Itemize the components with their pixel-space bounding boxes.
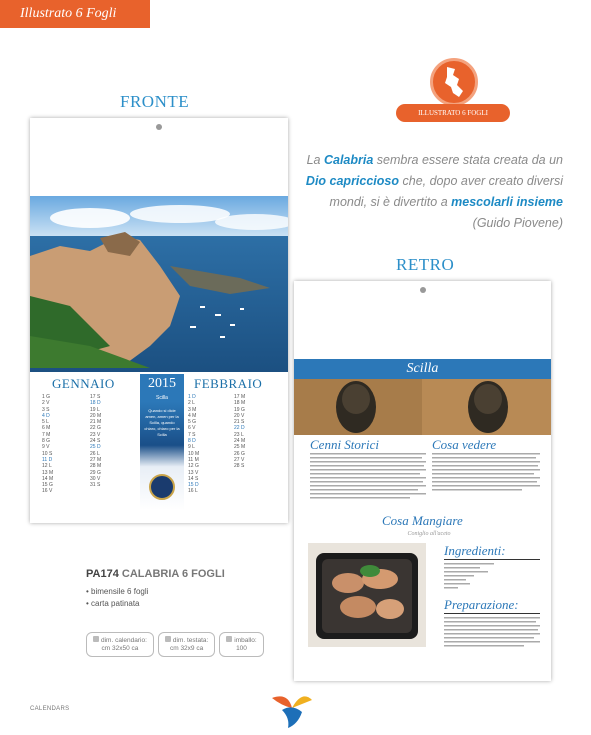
month-january: GENNAIO	[52, 376, 115, 391]
calendar-day: 1 D	[188, 394, 196, 400]
calendar-day: 25 M	[234, 444, 246, 451]
calendar-day: 16 L	[188, 488, 198, 495]
calendar-day: 4 M	[188, 412, 197, 419]
calendar-day: 14 M	[42, 475, 54, 482]
calendar-day: 7 S	[188, 431, 196, 438]
calendar-day: 13 M	[42, 469, 54, 476]
month-february: FEBBRAIO	[194, 376, 263, 391]
calendar-day: 10 M	[188, 450, 200, 457]
calendar-day: 24 S	[90, 438, 101, 445]
calendar-day: 4 D	[42, 412, 50, 419]
calendar-day: 6 M	[42, 425, 51, 432]
calendar-day: 29 G	[90, 469, 101, 476]
calendar-day: 15 D	[188, 482, 199, 489]
section-ingredienti: Ingredienti:	[444, 543, 506, 558]
calendar-day: 11 D	[42, 456, 53, 463]
bird-logo-icon	[268, 690, 314, 730]
ingredients-list	[444, 563, 514, 595]
calendar-day: 22 G	[90, 425, 101, 432]
calendar-day: 13 V	[188, 469, 199, 476]
calabria-map-icon	[430, 58, 478, 106]
calendar-day: 18 M	[234, 400, 246, 407]
calendar-day: 14 S	[188, 475, 199, 482]
calendar-day: 27 V	[234, 456, 245, 463]
box-icon	[226, 636, 232, 642]
calendar-day: 5 L	[42, 419, 49, 426]
spec-header-size: dim. testata: cm 32x9 ca	[158, 632, 215, 657]
emblem-banner: ILLUSTRATO 6 FOGLI	[396, 104, 510, 122]
calendar-day: 28 M	[90, 463, 102, 470]
calendar-day: 25 D	[90, 444, 101, 451]
back-title-band: Scilla	[294, 359, 551, 379]
calendar-day: 5 G	[188, 419, 197, 426]
calendar-day: 20 V	[234, 412, 245, 419]
feature-list	[86, 586, 148, 610]
section-cosa-vedere: Cosa vedere	[432, 437, 497, 452]
calendar-day: 26 L	[90, 450, 100, 457]
divider	[444, 559, 540, 560]
calendar-day: 21 S	[234, 419, 245, 426]
back-calendar	[294, 281, 551, 681]
calendar-day: 23 L	[234, 431, 244, 438]
emblem-logo	[392, 58, 512, 128]
ruler-icon	[165, 636, 171, 642]
rabbit-dish-photo	[308, 543, 426, 647]
calendar-day: 3 S	[42, 406, 50, 413]
footer-label: CALENDARS	[30, 706, 70, 712]
coat-of-arms-icon	[149, 474, 175, 500]
section-cenni-storici: Cenni Storici	[310, 437, 379, 452]
calendar-day: 19 G	[234, 406, 245, 413]
calendar-day: 22 D	[234, 425, 245, 432]
calendar-day: 8 D	[188, 438, 196, 445]
sights-text-block	[432, 453, 540, 511]
calendar-day: 9 L	[188, 444, 195, 451]
calendar-day: 12 L	[42, 463, 52, 470]
calendar-day: 15 G	[42, 482, 53, 489]
feature-item: • carta patinata	[86, 598, 148, 610]
place-label: Scilla	[140, 394, 184, 402]
ruler-icon	[93, 636, 99, 642]
calendar-day: 16 V	[42, 488, 53, 495]
bronze-statues-photo	[294, 379, 551, 435]
calendar-day: 7 M	[42, 431, 51, 438]
section-cosa-mangiare: Cosa Mangiare	[382, 513, 463, 528]
section-preparazione: Preparazione:	[444, 597, 519, 612]
calendar-day: 1 G	[42, 394, 51, 400]
product-code: PA174 CALABRIA 6 FOGLI	[86, 568, 225, 580]
calendar-day: 30 V	[90, 475, 101, 482]
calendar-day: 6 V	[188, 425, 196, 432]
history-text-block	[310, 453, 426, 511]
spec-calendar-size: dim. calendario: cm 32x50 ca	[86, 632, 154, 657]
category-tag: Illustrato 6 Fogli	[0, 0, 150, 28]
calendar-day: 9 V	[42, 444, 50, 451]
calendar-day: 10 S	[42, 450, 53, 457]
quote-author: (Guido Piovene)	[472, 216, 563, 230]
year-label: 2015	[140, 374, 184, 394]
calendar-day: 12 G	[188, 463, 199, 470]
calendar-day: 27 M	[90, 456, 102, 463]
calendar-day: 2 V	[42, 400, 50, 407]
calendar-day: 2 L	[188, 400, 195, 407]
month-grid	[30, 372, 288, 522]
retro-heading: RETRO	[396, 255, 455, 274]
preparation-text	[444, 617, 540, 657]
calendar-day: 24 M	[234, 438, 246, 445]
feature-item: • bimensile 6 fogli	[86, 586, 148, 598]
calendar-day: 28 S	[234, 463, 245, 470]
calendar-day: 19 L	[90, 406, 100, 413]
divider	[444, 613, 540, 614]
spec-packaging: imballo: 100	[219, 632, 263, 657]
calendar-day: 8 G	[42, 438, 51, 445]
recipe-name: Coniglio all'aceto	[407, 531, 451, 537]
spec-boxes	[86, 632, 264, 657]
calendar-day: 17 M	[234, 394, 246, 400]
calendar-day: 11 M	[188, 456, 199, 463]
fronte-heading: FRONTE	[120, 92, 190, 111]
calendar-day: 31 S	[90, 482, 101, 489]
hanging-hole	[156, 124, 162, 130]
calendar-day: 18 D	[90, 400, 101, 407]
calendar-day: 3 M	[188, 406, 197, 413]
hanging-hole	[420, 287, 426, 293]
calendar-day: 20 M	[90, 412, 102, 419]
center-panel: Quando si dicie amen, amen per la Scilla, quando chiaro, chiaro per la Scilla	[140, 402, 184, 510]
calendar-day: 23 V	[90, 431, 101, 438]
front-calendar	[30, 118, 288, 523]
calendar-day: 21 M	[90, 419, 102, 426]
calendar-day: 26 G	[234, 450, 245, 457]
quote: La Calabria sembra essere stata creata da un Dio capriccioso che, dopo aver creato diversi mondi, si è divertito a mescolarli insieme (Guido Piovene)	[288, 150, 563, 234]
calendar-day: 17 S	[90, 394, 101, 400]
